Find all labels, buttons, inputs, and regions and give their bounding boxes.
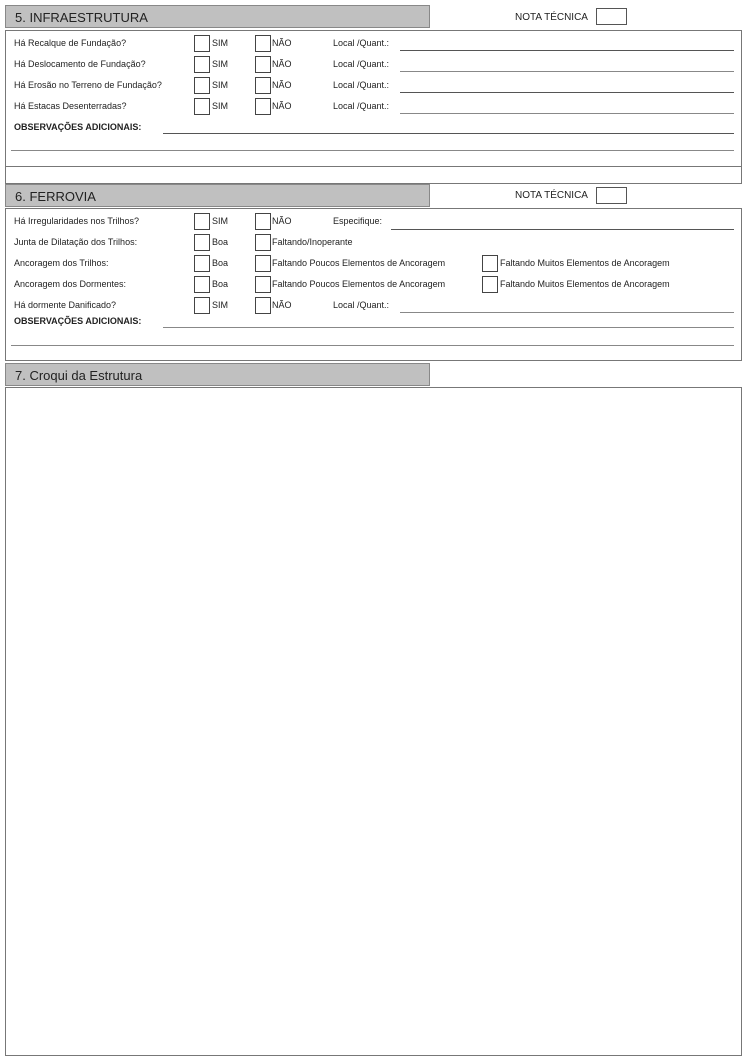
- s6-q2-boa-label: Boa: [212, 237, 229, 247]
- s6-q2-faltando-checkbox[interactable]: [255, 234, 271, 251]
- sketch-area[interactable]: [5, 387, 742, 1056]
- s6-q4-muitos-checkbox[interactable]: [482, 276, 498, 293]
- section-6-header: [5, 184, 430, 207]
- s5-q4-local-label: Local /Quant.:: [333, 101, 390, 111]
- section-5-header: [5, 5, 430, 28]
- s6-q2-label: Junta de Dilatação dos Trilhos:: [14, 237, 138, 247]
- section-5-nota-label: NOTA TÉCNICA: [515, 12, 588, 23]
- section-7-header: [5, 363, 430, 386]
- s5-q2-sim-label: SIM: [212, 59, 229, 69]
- s6-obs-line-2[interactable]: [11, 345, 734, 346]
- s5-q2-nao-checkbox[interactable]: [255, 56, 271, 73]
- s5-q3-label: Há Erosão no Terreno de Fundação?: [14, 80, 162, 90]
- s6-q1-especifique-label: Especifique:: [333, 216, 383, 226]
- section-7-title: 7. Croqui da Estrutura: [15, 368, 143, 383]
- s5-q1-local-label: Local /Quant.:: [333, 38, 390, 48]
- s5-q2-nao-label: NÃO: [272, 59, 292, 69]
- s6-q1-especifique-field[interactable]: [391, 229, 734, 230]
- s6-q4-muitos-label: Faltando Muitos Elementos de Ancoragem: [500, 279, 670, 289]
- s5-q3-sim-checkbox[interactable]: [194, 77, 210, 94]
- s5-q2-local-label: Local /Quant.:: [333, 59, 390, 69]
- s6-q5-sim-label: SIM: [212, 300, 229, 310]
- section-6-title: 6. FERROVIA: [15, 189, 96, 204]
- s6-q3-boa-checkbox[interactable]: [194, 255, 210, 272]
- s6-q2-faltando-label: Faltando/Inoperante: [272, 237, 353, 247]
- s5-q3-nao-label: NÃO: [272, 80, 292, 90]
- s6-q1-nao-checkbox[interactable]: [255, 213, 271, 230]
- s5-q3-local-field[interactable]: [400, 92, 734, 93]
- section-6-nota-label: NOTA TÉCNICA: [515, 190, 588, 201]
- s6-q4-boa-checkbox[interactable]: [194, 276, 210, 293]
- s6-q5-label: Há dormente Danificado?: [14, 300, 117, 310]
- s6-obs-line-1[interactable]: [163, 327, 734, 328]
- s6-q3-label: Ancoragem dos Trilhos:: [14, 258, 109, 268]
- s5-q1-local-field[interactable]: [400, 50, 734, 51]
- s6-q4-poucos-checkbox[interactable]: [255, 276, 271, 293]
- s5-q2-local-field[interactable]: [400, 71, 734, 72]
- s5-q1-sim-label: SIM: [212, 38, 229, 48]
- s6-q5-nao-label: NÃO: [272, 300, 292, 310]
- section-5-footer-strip: [5, 166, 742, 184]
- s6-q1-label: Há Irregularidades nos Trilhos?: [14, 216, 140, 226]
- s6-q3-muitos-checkbox[interactable]: [482, 255, 498, 272]
- s5-q3-local-label: Local /Quant.:: [333, 80, 390, 90]
- s6-q5-local-field[interactable]: [400, 312, 734, 313]
- s6-q5-local-label: Local /Quant.:: [333, 300, 390, 310]
- s5-q4-local-field[interactable]: [400, 113, 734, 114]
- s5-q1-nao-checkbox[interactable]: [255, 35, 271, 52]
- s5-q1-sim-checkbox[interactable]: [194, 35, 210, 52]
- s6-q4-label: Ancoragem dos Dormentes:: [14, 279, 127, 289]
- section-5-title: 5. INFRAESTRUTURA: [15, 10, 148, 25]
- s5-obs-line-1[interactable]: [163, 133, 734, 134]
- s5-q4-nao-label: NÃO: [272, 101, 292, 111]
- s6-q3-boa-label: Boa: [212, 258, 229, 268]
- s6-q1-sim-checkbox[interactable]: [194, 213, 210, 230]
- s5-obs-line-2[interactable]: [11, 150, 734, 151]
- s5-q1-nao-label: NÃO: [272, 38, 292, 48]
- s5-q2-sim-checkbox[interactable]: [194, 56, 210, 73]
- s6-q3-poucos-checkbox[interactable]: [255, 255, 271, 272]
- s6-obs-label: OBSERVAÇÕES ADICIONAIS:: [14, 316, 142, 326]
- section-5-nota-field[interactable]: [596, 8, 627, 25]
- section-6-nota-field[interactable]: [596, 187, 627, 204]
- s6-q2-boa-checkbox[interactable]: [194, 234, 210, 251]
- s5-q2-label: Há Deslocamento de Fundação?: [14, 59, 146, 69]
- s6-q5-nao-checkbox[interactable]: [255, 297, 271, 314]
- s6-q3-muitos-label: Faltando Muitos Elementos de Ancoragem: [500, 258, 670, 268]
- s6-q1-sim-label: SIM: [212, 216, 229, 226]
- s5-obs-label: OBSERVAÇÕES ADICIONAIS:: [14, 122, 142, 132]
- s6-q4-boa-label: Boa: [212, 279, 229, 289]
- s5-q4-label: Há Estacas Desenterradas?: [14, 101, 127, 111]
- s5-q3-sim-label: SIM: [212, 80, 229, 90]
- s6-q1-nao-label: NÃO: [272, 216, 292, 226]
- s6-q3-poucos-label: Faltando Poucos Elementos de Ancoragem: [272, 258, 446, 268]
- s5-q4-sim-label: SIM: [212, 101, 229, 111]
- s5-q1-label: Há Recalque de Fundação?: [14, 38, 127, 48]
- s5-q4-nao-checkbox[interactable]: [255, 98, 271, 115]
- s5-q4-sim-checkbox[interactable]: [194, 98, 210, 115]
- s6-q4-poucos-label: Faltando Poucos Elementos de Ancoragem: [272, 279, 446, 289]
- s6-q5-sim-checkbox[interactable]: [194, 297, 210, 314]
- s5-q3-nao-checkbox[interactable]: [255, 77, 271, 94]
